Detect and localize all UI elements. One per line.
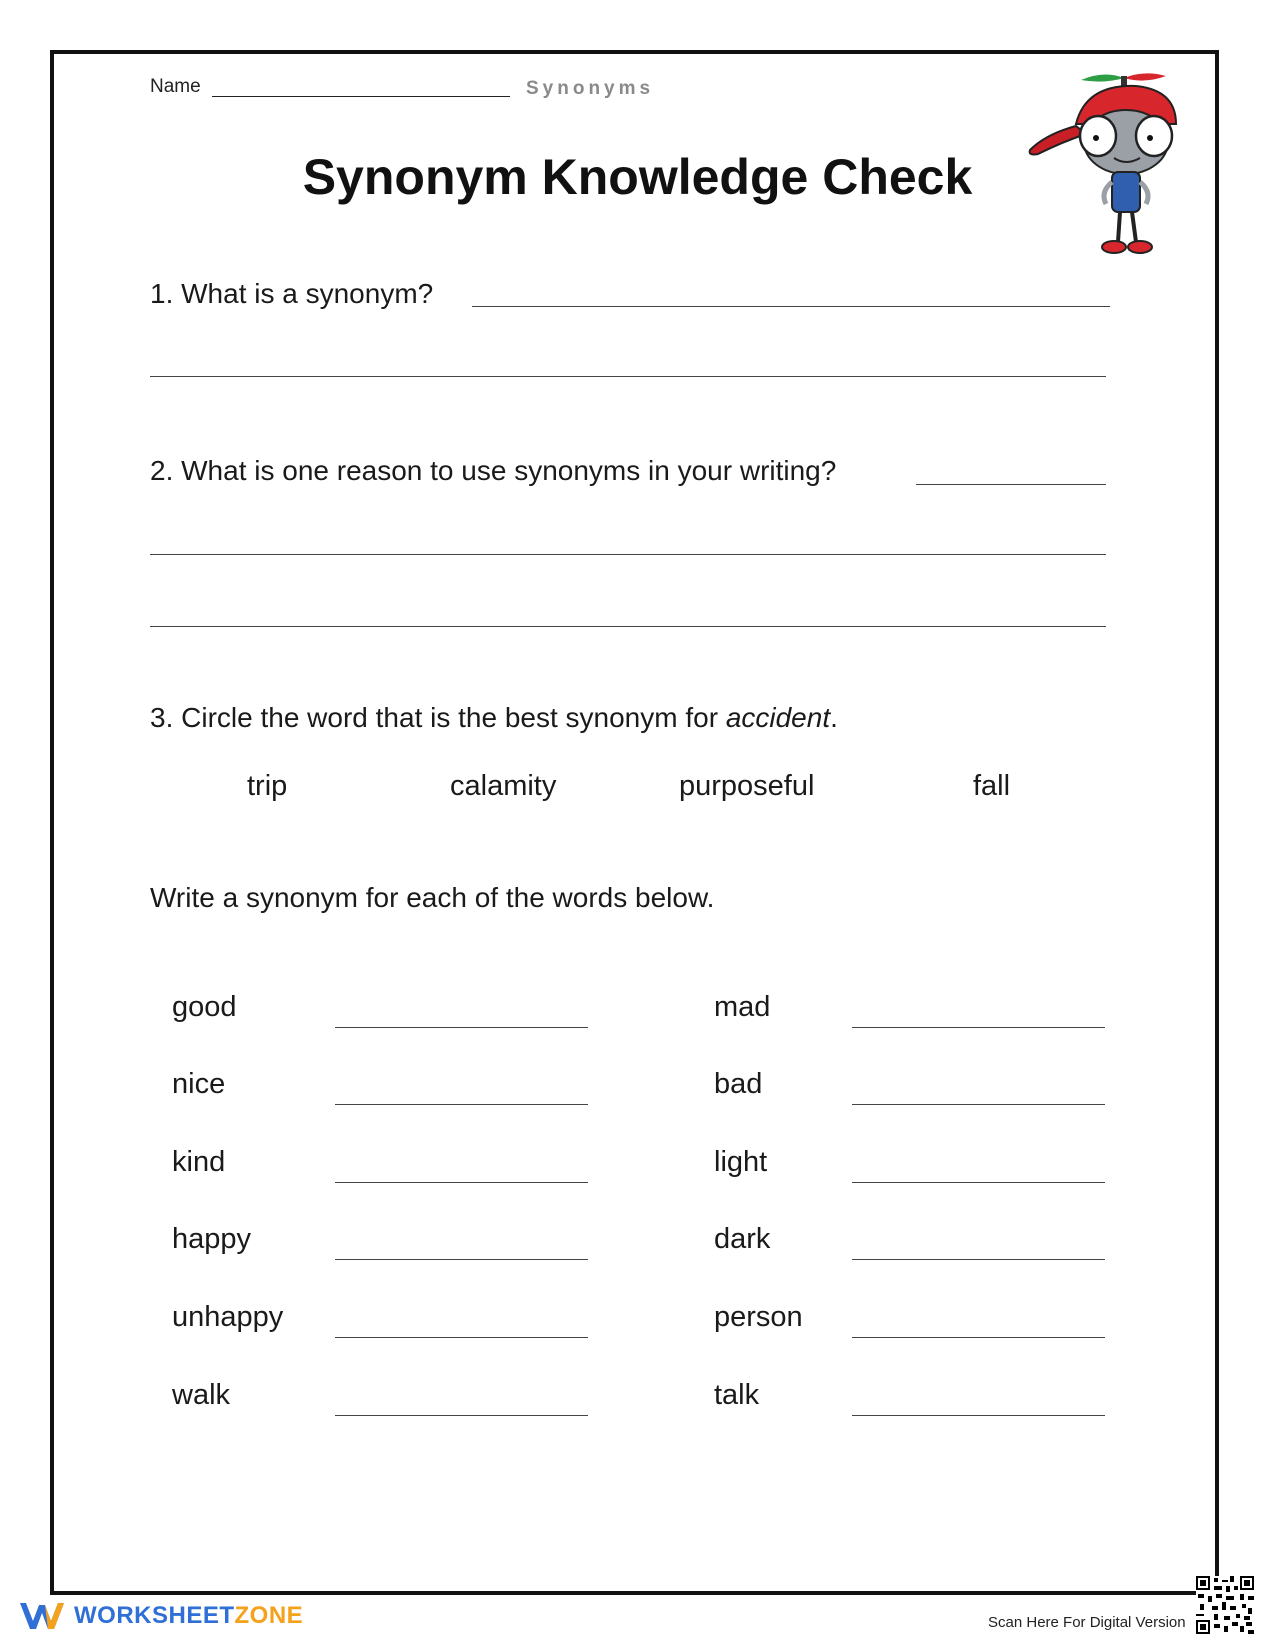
word-light: light <box>714 1146 768 1178</box>
choice-purposeful[interactable]: purposeful <box>679 770 815 802</box>
answer-bad[interactable] <box>852 1104 1105 1105</box>
answer-nice[interactable] <box>335 1104 588 1105</box>
name-field[interactable] <box>212 96 510 97</box>
question-3-suffix: . <box>830 702 838 733</box>
question-3 <box>150 702 838 734</box>
answer-line-1b[interactable] <box>150 376 1106 377</box>
instruction: Write a synonym for each of the words below. <box>150 882 715 913</box>
scan-text: Scan Here For Digital Version <box>988 1614 1186 1631</box>
question-2: 2. What is one reason to use synonyms in your writing? <box>150 455 837 486</box>
word-mad: mad <box>714 991 771 1023</box>
answer-kind[interactable] <box>335 1182 588 1183</box>
answer-happy[interactable] <box>335 1259 588 1260</box>
worksheetzone-logo-icon <box>18 1599 66 1633</box>
answer-dark[interactable] <box>852 1259 1105 1260</box>
brand-logo[interactable] <box>18 1599 303 1633</box>
topic-label: Synonyms <box>526 78 655 99</box>
answer-walk[interactable] <box>335 1415 588 1416</box>
answer-mad[interactable] <box>852 1027 1105 1028</box>
answer-good[interactable] <box>335 1027 588 1028</box>
answer-light[interactable] <box>852 1182 1105 1183</box>
answer-talk[interactable] <box>852 1415 1105 1416</box>
word-talk: talk <box>714 1379 760 1411</box>
brand-name-part2: ZONE <box>234 1602 304 1629</box>
page-title: Synonym Knowledge Check <box>302 149 973 205</box>
word-happy: happy <box>172 1223 252 1255</box>
choice-fall[interactable]: fall <box>973 770 1011 802</box>
choice-trip[interactable]: trip <box>247 770 288 802</box>
word-nice: nice <box>172 1068 226 1100</box>
choice-calamity[interactable]: calamity <box>450 770 557 802</box>
question-1: 1. What is a synonym? <box>150 278 434 309</box>
brand-name-part1: WORKSHEET <box>74 1602 235 1629</box>
word-walk: walk <box>172 1379 231 1411</box>
question-3-text: 3. Circle the word that is the best synonym for <box>150 702 726 733</box>
word-good: good <box>172 991 237 1023</box>
word-bad: bad <box>714 1068 763 1100</box>
qr-code-icon[interactable] <box>1196 1576 1254 1634</box>
answer-person[interactable] <box>852 1337 1105 1338</box>
word-unhappy: unhappy <box>172 1301 284 1333</box>
name-label: Name <box>150 76 201 97</box>
answer-line-2b[interactable] <box>150 554 1106 555</box>
answer-line-1a[interactable] <box>472 306 1110 307</box>
word-dark: dark <box>714 1223 771 1255</box>
word-person: person <box>714 1301 803 1333</box>
answer-unhappy[interactable] <box>335 1337 588 1338</box>
word-kind: kind <box>172 1146 226 1178</box>
answer-line-2a[interactable] <box>916 484 1106 485</box>
brand-name <box>74 1602 303 1630</box>
answer-line-2c[interactable] <box>150 626 1106 627</box>
question-3-target-word: accident <box>725 702 831 733</box>
